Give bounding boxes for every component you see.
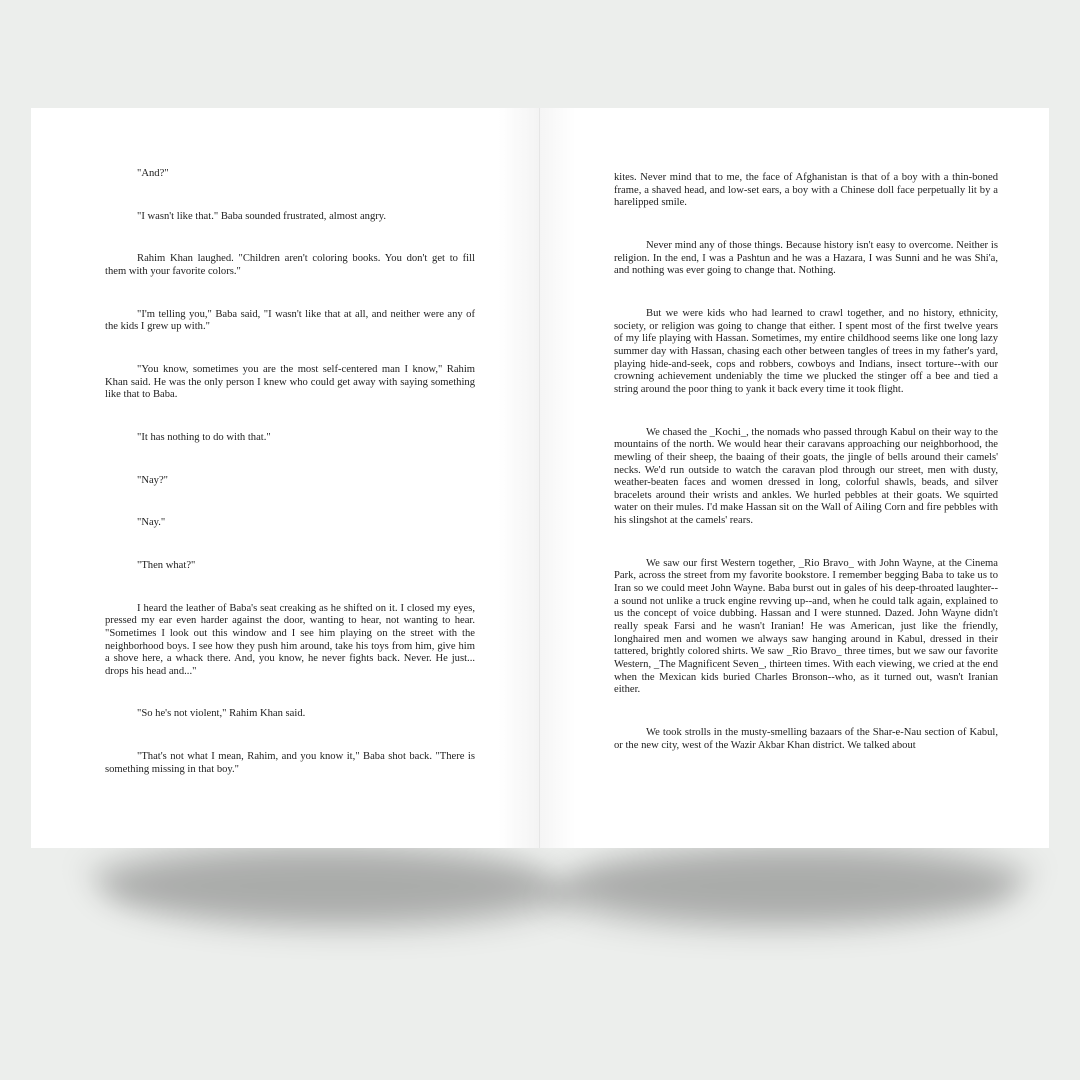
paragraph: We saw our first Western together, _Rio Bravo_ with John Wayne, at the Cinema Park, across the street from my favorite bookstore. I remember begging Baba to take us to Iran so we could meet John Wayne. Baba burst out in gales of his deep-throated laughter--a sound not unlike a truck engine revving up--and, when he could talk again, explained to us the concept of voice dubbing. Hassan and I were stunned. Dazed. John Wayne didn't really speak Farsi and he wasn't Iranian! He was American, just like the friendly, longhaired men and women we always saw hanging around in Kabul, dressed in their tattered, brightly colored shirts. We saw _Rio Bravo_ three times, but we saw our favorite Western, _The Magnificent Seven_, thirteen times. With each viewing, we cried at the end when the Mexican kids buried Charles Bronson--who, as it turned out, wasn't Iranian either. (614, 557, 998, 696)
paragraph: Never mind any of those things. Because history isn't easy to overcome. Neither is religion. In the end, I was a Pashtun and he was a Hazara, I was Sunni and he was Shi'a, and nothing was ever going to change that. Nothing. (614, 239, 998, 277)
book-spread (31, 108, 1049, 848)
paragraph: I heard the leather of Baba's seat creaking as he shifted on it. I closed my eyes, pressed my ear even harder against the door, wanting to hear, not wanting to hear. "Sometimes I look out this window and I see him playing on the street with the neighborhood boys. I see how they push him around, take his toys from him, give him a shove here, a whack there. And, you know, he never fights back. Never. He just... drops his head and..." (105, 602, 475, 677)
paragraph: Rahim Khan laughed. "Children aren't coloring books. You don't get to fill them with your favorite colors." (105, 253, 475, 277)
paragraph: But we were kids who had learned to crawl together, and no history, ethnicity, society, or religion was going to change that either. I spent most of the first twelve years of my life playing with Hassan. Sometimes, my entire childhood seems like one long lazy summer day with Hassan, chasing each other between tangles of trees in my father's yard, playing hide-and-seek, cops and robbers, cowboys and Indians, insect torture--with our crowning achievement undeniably the time we plucked the stinger off a bee and tied a string around the poor thing to yank it back every time it took flight. (614, 307, 998, 395)
paragraph: "That's not what I mean, Rahim, and you know it," Baba shot back. "There is something missing in that boy." (105, 751, 475, 775)
left-page-shadow (82, 846, 578, 926)
paragraph: "It has nothing to do with that." (137, 431, 271, 443)
paragraph: "I'm telling you," Baba said, "I wasn't like that at all, and neither were any of the kids I grew up with." (105, 308, 475, 333)
paragraph: We took strolls in the musty-smelling bazaars of the Shar-e-Nau section of Kabul, or the new city, west of the Wazir Akbar Khan district. We talked about (614, 727, 998, 751)
paragraph: "So he's not violent," Rahim Khan said. (137, 708, 306, 720)
right-page-shadow (542, 846, 1038, 926)
paragraph: "Then what?" (137, 559, 196, 571)
right-page (540, 108, 1049, 848)
paragraph: "I wasn't like that." Baba sounded frustrated, almost angry. (137, 210, 387, 222)
paragraph: "Nay." (137, 517, 166, 529)
paragraph: We chased the _Kochi_, the nomads who passed through Kabul on their way to the mountains of the north. We would hear their caravans approaching our neighborhood, the mewling of their sheep, the baaing of their goats, the jingle of bells around their camels' necks. We'd run outside to watch the caravan plod through our street, men with dusty, weather-beaten faces and women dressed in long, colorful shawls, beads, and silver bracelets around their wrists and ankles. We hurled pebbles at their goats. We squirted water on their mules. I'd make Hassan sit on the Wall of Ailing Corn and fire pebbles with his slingshot at the camels' rears. (614, 426, 998, 527)
paragraph: "You know, sometimes you are the most self-centered man I know," Rahim Khan said. He was the only person I knew who could get away with saying something like that to Baba. (105, 363, 475, 401)
paragraph: kites. Never mind that to me, the face of Afghanistan is that of a boy with a thin-boned frame, a shaved head, and low-set ears, a boy with a Chinese doll face perpetually lit by a harelipped smile. (614, 172, 998, 209)
paragraph: "Nay?" (137, 474, 169, 486)
right-page-text (614, 172, 998, 782)
left-page (31, 108, 540, 848)
left-page-text (105, 168, 475, 806)
paragraph: "And?" (137, 168, 169, 179)
